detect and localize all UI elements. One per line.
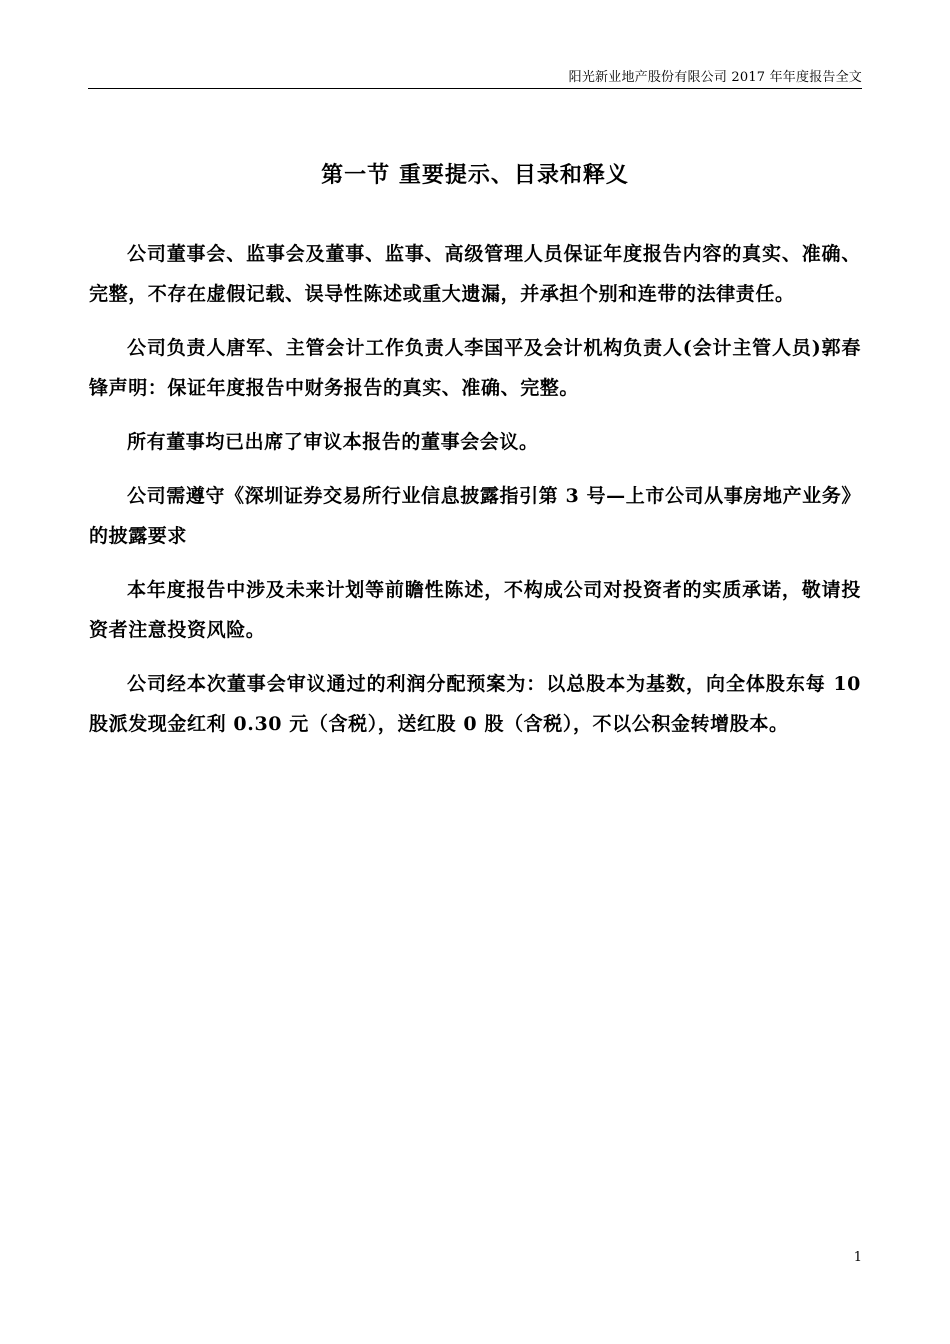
paragraph-responsible-persons-statement: 公司负责人唐军、主管会计工作负责人李国平及会计机构负责人(会计主管人员)郭春锋声明：保证年度报告中财务报告的真实、准确、完整。: [89, 337, 861, 399]
header-company-report-title: 阳光新业地产股份有限公司 2017 年年度报告全文: [568, 70, 862, 85]
important-notice-body: [89, 234, 861, 758]
section-title: 第一节 重要提示、目录和释义: [321, 162, 629, 188]
paragraph-board-guarantee: 公司董事会、监事会及董事、监事、高级管理人员保证年度报告内容的真实、准确、完整，不存在虚假记载、误导性陈述或重大遗漏，并承担个别和连带的法律责任。: [89, 243, 861, 305]
paragraph-directors-attendance: 所有董事均已出席了审议本报告的董事会会议。: [127, 431, 539, 453]
paragraph-profit-distribution: 公司经本次董事会审议通过的利润分配预案为：以总股本为基数，向全体股东每 10 股派发现金红利 0.30 元（含税），送红股 0 股（含税），不以公积金转增股本。: [89, 673, 861, 735]
page-header: [88, 60, 862, 89]
paragraph-disclosure-guideline: 公司需遵守《深圳证券交易所行业信息披露指引第 3 号—上市公司从事房地产业务》的披露要求: [89, 485, 861, 547]
paragraph-forward-looking-risk: 本年度报告中涉及未来计划等前瞻性陈述，不构成公司对投资者的实质承诺，敬请投资者注意投资风险。: [89, 579, 861, 641]
page-number: 1: [853, 1250, 862, 1265]
